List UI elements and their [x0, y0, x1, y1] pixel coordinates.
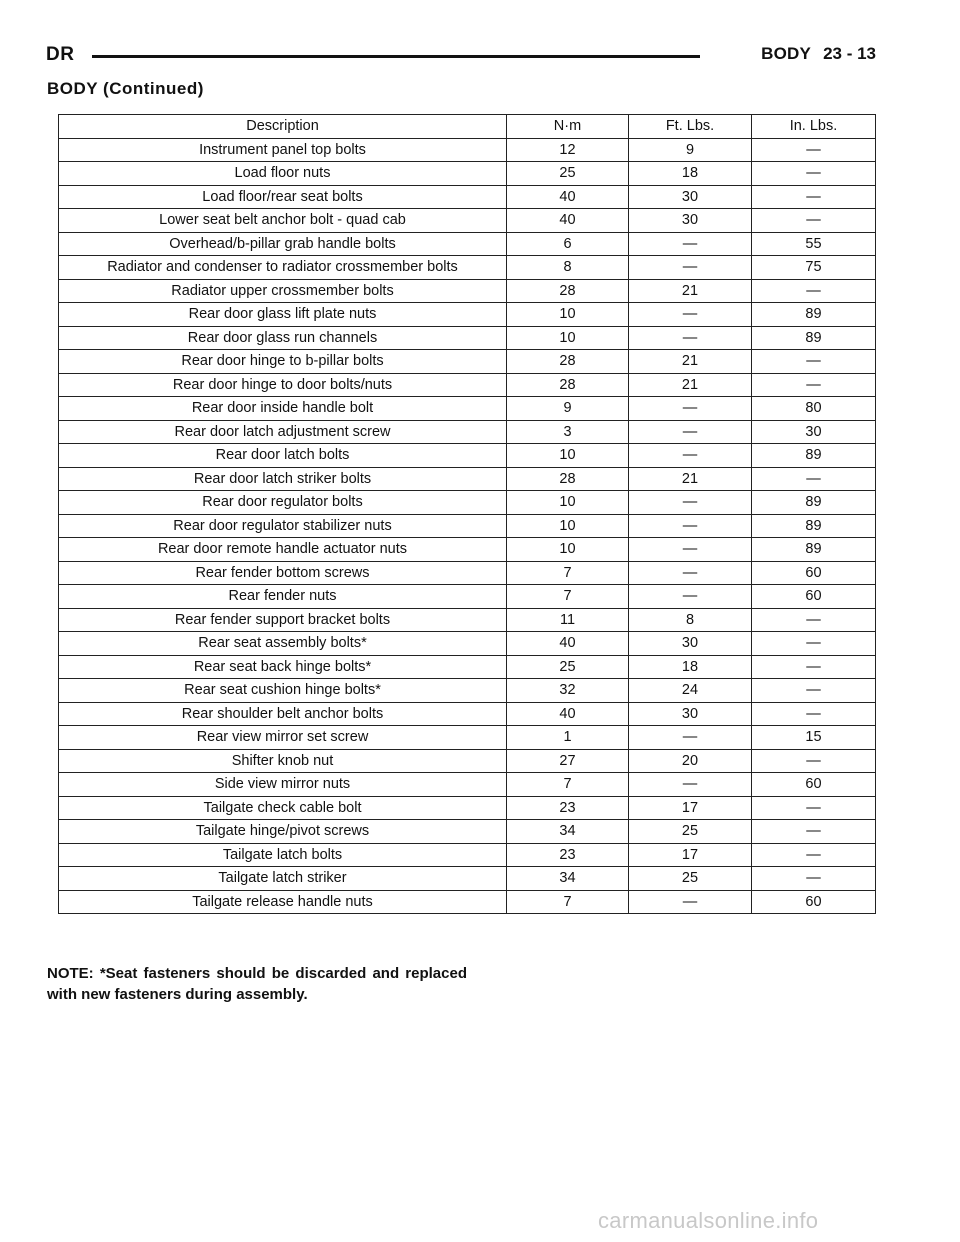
cell-nm: 40 [507, 702, 629, 726]
watermark: carmanualsonline.info [598, 1208, 819, 1233]
cell-description: Rear door inside handle bolt [59, 397, 507, 421]
cell-ft-lbs: 24 [629, 679, 752, 703]
model-code: DR [46, 44, 75, 65]
cell-description: Rear door latch adjustment screw [59, 420, 507, 444]
table-row [59, 420, 876, 444]
cell-ft-lbs: 18 [629, 162, 752, 186]
cell-description: Rear fender nuts [59, 585, 507, 609]
cell-description: Rear seat assembly bolts* [59, 632, 507, 656]
cell-description: Overhead/b-pillar grab handle bolts [59, 232, 507, 256]
cell-nm: 40 [507, 632, 629, 656]
cell-in-lbs: — [752, 350, 876, 374]
table-row [59, 796, 876, 820]
cell-ft-lbs: 18 [629, 655, 752, 679]
cell-description: Tailgate latch striker [59, 867, 507, 891]
cell-description: Rear view mirror set screw [59, 726, 507, 750]
cell-ft-lbs: 25 [629, 867, 752, 891]
torque-spec-table [58, 114, 876, 914]
cell-ft-lbs: — [629, 303, 752, 327]
cell-in-lbs: 30 [752, 420, 876, 444]
cell-in-lbs: — [752, 279, 876, 303]
cell-in-lbs: 60 [752, 561, 876, 585]
cell-nm: 10 [507, 326, 629, 350]
cell-description: Instrument panel top bolts [59, 138, 507, 162]
cell-ft-lbs: — [629, 232, 752, 256]
table-row [59, 373, 876, 397]
section-name: BODY [761, 44, 812, 63]
table-row [59, 491, 876, 515]
cell-ft-lbs: 8 [629, 608, 752, 632]
cell-ft-lbs: — [629, 444, 752, 468]
cell-nm: 34 [507, 820, 629, 844]
table-row [59, 890, 876, 914]
cell-nm: 7 [507, 890, 629, 914]
column-header-description: Description [59, 115, 507, 139]
cell-in-lbs: 89 [752, 491, 876, 515]
cell-in-lbs: 60 [752, 890, 876, 914]
cell-description: Rear door latch striker bolts [59, 467, 507, 491]
cell-in-lbs: 75 [752, 256, 876, 280]
cell-description: Rear fender bottom screws [59, 561, 507, 585]
cell-description: Rear seat back hinge bolts* [59, 655, 507, 679]
cell-nm: 7 [507, 561, 629, 585]
column-header-in-lbs: In. Lbs. [752, 115, 876, 139]
cell-nm: 34 [507, 867, 629, 891]
table-row [59, 655, 876, 679]
cell-nm: 25 [507, 162, 629, 186]
cell-in-lbs: — [752, 679, 876, 703]
cell-ft-lbs: 30 [629, 632, 752, 656]
cell-nm: 10 [507, 303, 629, 327]
cell-description: Rear door hinge to b-pillar bolts [59, 350, 507, 374]
cell-ft-lbs: — [629, 397, 752, 421]
cell-description: Rear door glass lift plate nuts [59, 303, 507, 327]
cell-description: Lower seat belt anchor bolt - quad cab [59, 209, 507, 233]
table-row [59, 561, 876, 585]
cell-description: Tailgate release handle nuts [59, 890, 507, 914]
table-row [59, 444, 876, 468]
table-row [59, 632, 876, 656]
table-row [59, 350, 876, 374]
cell-in-lbs: — [752, 843, 876, 867]
cell-ft-lbs: 20 [629, 749, 752, 773]
column-header-ft-lbs: Ft. Lbs. [629, 115, 752, 139]
cell-description: Rear door remote handle actuator nuts [59, 538, 507, 562]
cell-ft-lbs: — [629, 890, 752, 914]
cell-ft-lbs: — [629, 726, 752, 750]
cell-ft-lbs: — [629, 538, 752, 562]
cell-in-lbs: — [752, 209, 876, 233]
cell-in-lbs: — [752, 373, 876, 397]
cell-description: Rear shoulder belt anchor bolts [59, 702, 507, 726]
section-continued-title: BODY (Continued) [47, 79, 204, 98]
table-row [59, 773, 876, 797]
column-header-nm: N·m [507, 115, 629, 139]
cell-ft-lbs: 17 [629, 796, 752, 820]
cell-description: Radiator and condenser to radiator crossmember bolts [59, 256, 507, 280]
table-row [59, 303, 876, 327]
table-row [59, 162, 876, 186]
cell-in-lbs: 15 [752, 726, 876, 750]
cell-nm: 7 [507, 585, 629, 609]
cell-description: Rear seat cushion hinge bolts* [59, 679, 507, 703]
page-number: 23 - 13 [823, 44, 876, 63]
table-row [59, 702, 876, 726]
cell-in-lbs: 89 [752, 303, 876, 327]
cell-description: Side view mirror nuts [59, 773, 507, 797]
cell-nm: 9 [507, 397, 629, 421]
cell-ft-lbs: — [629, 561, 752, 585]
table-row [59, 843, 876, 867]
cell-nm: 25 [507, 655, 629, 679]
table-body [59, 138, 876, 914]
cell-ft-lbs: — [629, 514, 752, 538]
cell-nm: 10 [507, 538, 629, 562]
cell-nm: 1 [507, 726, 629, 750]
cell-nm: 10 [507, 444, 629, 468]
section-and-page [761, 44, 876, 64]
cell-in-lbs: — [752, 185, 876, 209]
cell-ft-lbs: 25 [629, 820, 752, 844]
cell-description: Rear door hinge to door bolts/nuts [59, 373, 507, 397]
cell-in-lbs: — [752, 820, 876, 844]
cell-ft-lbs: 17 [629, 843, 752, 867]
cell-description: Tailgate hinge/pivot screws [59, 820, 507, 844]
table-row [59, 820, 876, 844]
cell-in-lbs: — [752, 702, 876, 726]
cell-nm: 3 [507, 420, 629, 444]
cell-nm: 11 [507, 608, 629, 632]
cell-in-lbs: — [752, 655, 876, 679]
table-row [59, 514, 876, 538]
cell-nm: 6 [507, 232, 629, 256]
table-row [59, 608, 876, 632]
cell-nm: 28 [507, 279, 629, 303]
cell-ft-lbs: — [629, 256, 752, 280]
cell-in-lbs: — [752, 162, 876, 186]
cell-nm: 28 [507, 467, 629, 491]
cell-ft-lbs: 9 [629, 138, 752, 162]
cell-nm: 7 [507, 773, 629, 797]
cell-ft-lbs: — [629, 420, 752, 444]
cell-nm: 10 [507, 514, 629, 538]
cell-description: Radiator upper crossmember bolts [59, 279, 507, 303]
table-row [59, 185, 876, 209]
cell-in-lbs: — [752, 749, 876, 773]
cell-in-lbs: — [752, 138, 876, 162]
cell-in-lbs: — [752, 467, 876, 491]
table-row [59, 585, 876, 609]
table-row [59, 279, 876, 303]
table-row [59, 749, 876, 773]
cell-description: Tailgate latch bolts [59, 843, 507, 867]
cell-nm: 8 [507, 256, 629, 280]
cell-in-lbs: 89 [752, 538, 876, 562]
note-text: NOTE: *Seat fasteners should be discarded and replaced with new fasteners during assembly. [47, 965, 467, 1003]
cell-description: Shifter knob nut [59, 749, 507, 773]
cell-nm: 23 [507, 843, 629, 867]
cell-in-lbs: — [752, 632, 876, 656]
cell-nm: 40 [507, 209, 629, 233]
cell-in-lbs: 60 [752, 585, 876, 609]
cell-in-lbs: 60 [752, 773, 876, 797]
cell-description: Rear door latch bolts [59, 444, 507, 468]
cell-nm: 10 [507, 491, 629, 515]
cell-in-lbs: 89 [752, 514, 876, 538]
cell-nm: 40 [507, 185, 629, 209]
table-row [59, 467, 876, 491]
cell-description: Rear door regulator bolts [59, 491, 507, 515]
cell-in-lbs: 55 [752, 232, 876, 256]
page-header [46, 42, 876, 68]
table-row [59, 209, 876, 233]
cell-description: Tailgate check cable bolt [59, 796, 507, 820]
cell-description: Load floor nuts [59, 162, 507, 186]
cell-nm: 27 [507, 749, 629, 773]
cell-ft-lbs: — [629, 773, 752, 797]
table-row [59, 726, 876, 750]
cell-description: Load floor/rear seat bolts [59, 185, 507, 209]
cell-ft-lbs: — [629, 585, 752, 609]
cell-in-lbs: — [752, 796, 876, 820]
cell-in-lbs: 89 [752, 444, 876, 468]
cell-in-lbs: — [752, 867, 876, 891]
cell-description: Rear door glass run channels [59, 326, 507, 350]
cell-in-lbs: — [752, 608, 876, 632]
cell-ft-lbs: 30 [629, 702, 752, 726]
table-row [59, 397, 876, 421]
cell-in-lbs: 89 [752, 326, 876, 350]
cell-ft-lbs: — [629, 326, 752, 350]
table-header-row [59, 115, 876, 139]
cell-nm: 28 [507, 350, 629, 374]
cell-nm: 32 [507, 679, 629, 703]
cell-description: Rear door regulator stabilizer nuts [59, 514, 507, 538]
table-row [59, 232, 876, 256]
table-row [59, 679, 876, 703]
cell-ft-lbs: 30 [629, 185, 752, 209]
cell-nm: 23 [507, 796, 629, 820]
table-row [59, 138, 876, 162]
header-rule [92, 55, 700, 58]
cell-nm: 12 [507, 138, 629, 162]
table-row [59, 538, 876, 562]
cell-ft-lbs: 21 [629, 350, 752, 374]
table-row [59, 326, 876, 350]
cell-ft-lbs: — [629, 491, 752, 515]
cell-ft-lbs: 30 [629, 209, 752, 233]
cell-nm: 28 [507, 373, 629, 397]
table-row [59, 867, 876, 891]
cell-ft-lbs: 21 [629, 467, 752, 491]
table-row [59, 256, 876, 280]
cell-ft-lbs: 21 [629, 279, 752, 303]
cell-in-lbs: 80 [752, 397, 876, 421]
cell-description: Rear fender support bracket bolts [59, 608, 507, 632]
cell-ft-lbs: 21 [629, 373, 752, 397]
